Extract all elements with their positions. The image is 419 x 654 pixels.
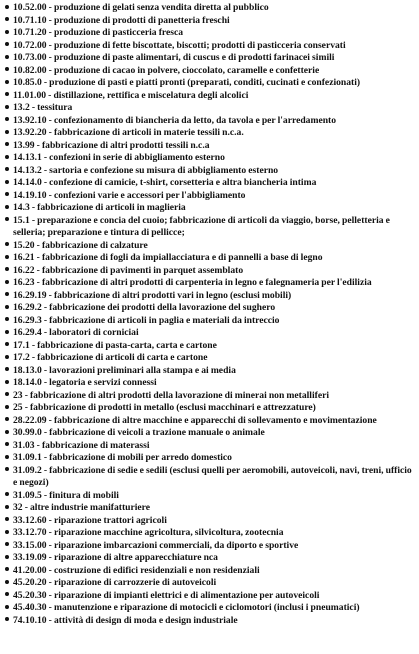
list-item xyxy=(0,177,419,190)
list-item-text: 41.20.00 - costruzione di edifici residenziali e non residenziali xyxy=(13,564,260,576)
list-item-text: 74.10.10 - attività di design di moda e design industriale xyxy=(13,614,238,626)
list-item xyxy=(0,490,419,503)
list-item-text: 14.13.1 - confezioni in serie di abbigliamento esterno xyxy=(13,152,225,163)
list-item-text: 31.09.5 - finitura di mobili xyxy=(13,489,119,501)
bullet-icon xyxy=(0,615,13,628)
bullet-icon xyxy=(0,327,13,340)
bullet-icon xyxy=(0,115,13,128)
bullet-icon xyxy=(0,2,13,15)
bullet-icon xyxy=(0,302,13,315)
bullet-icon xyxy=(0,27,13,40)
bullet-icon xyxy=(0,40,13,53)
list-item xyxy=(0,2,419,15)
bullet-icon xyxy=(0,465,13,478)
bullet-icon xyxy=(0,252,13,265)
list-item-text: 18.14.0 - legatoria e servizi connessi xyxy=(13,377,157,388)
bullet-icon xyxy=(0,290,13,303)
list-item xyxy=(0,540,419,553)
list-item-text: 13.2 - tessitura xyxy=(13,102,73,113)
bullet-icon xyxy=(0,602,13,615)
list-item-text: 10.85.0 - produzione di pasti e piatti pronti (preparati, conditi, cucinati e confezionati) xyxy=(13,77,361,88)
list-item-text: 31.09.1 - fabbricazione di mobili per arredo domestico xyxy=(13,452,232,463)
list-item-text: 16.29.19 - fabbricazione di altri prodotti vari in legno (esclusi mobili) xyxy=(13,289,292,301)
list-item-text: 45.40.30 - manutenzione e riparazione di motocicli e ciclomotori (inclusi i pneumatici) xyxy=(13,602,360,613)
list-item-text: 32 - altre industrie manifatturiere xyxy=(13,502,150,513)
bullet-icon xyxy=(0,515,13,528)
list-item xyxy=(0,90,419,103)
list-item-text: 10.71.20 - produzione di pasticceria fresca xyxy=(13,27,184,38)
bullet-icon xyxy=(0,165,13,178)
list-item xyxy=(0,515,419,528)
list-item xyxy=(0,215,419,240)
list-item-text: 10.52.00 - produzione di gelati senza vendita diretta al pubblico xyxy=(13,2,269,13)
list-item xyxy=(0,552,419,565)
list-item-text: 45.20.30 - riparazione di impianti elettrici e di alimentazione per autoveicoli xyxy=(13,589,320,601)
list-item xyxy=(0,102,419,115)
list-item xyxy=(0,52,419,65)
bullet-icon xyxy=(0,240,13,253)
list-item xyxy=(0,152,419,165)
list-item-text: 33.15.00 - riparazione imbarcazioni commerciali, da diporto e sportive xyxy=(13,539,299,551)
list-item-text: 16.21 - fabbricazione di fogli da impiallacciatura e di pannelli a base di legno xyxy=(13,252,323,263)
list-item xyxy=(0,527,419,540)
bullet-icon xyxy=(0,415,13,428)
list-item xyxy=(0,615,419,628)
bullet-icon xyxy=(0,427,13,440)
list-item xyxy=(0,602,419,615)
list-item-text: 14.19.10 - confezioni varie e accessori per l'abbigliamento xyxy=(13,189,246,201)
list-item-text: 13.99 - fabbricazione di altri prodotti tessili n.c.a xyxy=(13,139,210,151)
list-item xyxy=(0,190,419,203)
bullet-icon xyxy=(0,452,13,465)
list-item-text: 16.22 - fabbricazione di pavimenti in parquet assemblato xyxy=(13,264,244,276)
bullet-icon xyxy=(0,65,13,78)
list-item-text: 25 - fabbricazione di prodotti in metallo (esclusi macchinari e attrezzature) xyxy=(13,402,316,413)
list-item-text: 14.3 - fabbricazione di articoli in maglieria xyxy=(13,202,186,213)
list-item xyxy=(0,340,419,353)
bullet-icon xyxy=(0,540,13,553)
list-item-text: 31.03 - fabbricazione di materassi xyxy=(13,439,150,451)
list-item xyxy=(0,265,419,278)
list-item xyxy=(0,365,419,378)
list-item xyxy=(0,327,419,340)
list-item-text: 14.13.2 - sartoria e confezione su misura di abbigliamento esterno xyxy=(13,164,279,176)
bullet-icon xyxy=(0,502,13,515)
list-item xyxy=(0,277,419,290)
list-item-text: 13.92.20 - fabbricazione di articoli in materie tessili n.c.a. xyxy=(13,127,244,138)
ateco-code-list xyxy=(0,2,419,627)
list-item xyxy=(0,115,419,128)
list-item-text: 15.1 - preparazione e concia del cuoio; fabbricazione di articoli da viaggio, borse, pelletteria e selleria; preparazione e tintura di pellicce; xyxy=(13,214,390,238)
list-item xyxy=(0,377,419,390)
bullet-icon xyxy=(0,177,13,190)
list-item xyxy=(0,127,419,140)
bullet-icon xyxy=(0,152,13,165)
bullet-icon xyxy=(0,202,13,215)
list-item xyxy=(0,252,419,265)
bullet-icon xyxy=(0,52,13,65)
list-item xyxy=(0,140,419,153)
list-item-text: 16.29.2 - fabbricazione dei prodotti della lavorazione del sughero xyxy=(13,302,276,313)
list-item xyxy=(0,590,419,603)
list-item-text: 10.72.00 - produzione di fette biscottate, biscotti; prodotti di pasticceria conservati xyxy=(13,39,346,51)
list-item xyxy=(0,352,419,365)
list-item-text: 23 - fabbricazione di altri prodotti della lavorazione di minerai non metalliferi xyxy=(13,389,330,401)
list-item-text: 17.2 - fabbricazione di articoli di carta e cartone xyxy=(13,352,208,363)
list-item-text: 16.23 - fabbricazione di altri prodotti di carpenteria in legno e falegnameria per l'edilizia xyxy=(13,277,372,288)
list-item-text: 16.29.3 - fabbricazione di articoli in paglia e materiali da intreccio xyxy=(13,314,280,326)
list-item xyxy=(0,202,419,215)
list-item xyxy=(0,577,419,590)
list-item-text: 31.09.2 - fabbricazione di sedie e sedili (esclusi quelli per aeromobili, autoveicoli, navi, treni, ufficio e negozi) xyxy=(13,464,412,488)
list-item xyxy=(0,40,419,53)
bullet-icon xyxy=(0,577,13,590)
bullet-icon xyxy=(0,402,13,415)
bullet-icon xyxy=(0,190,13,203)
bullet-icon xyxy=(0,77,13,90)
bullet-icon xyxy=(0,277,13,290)
bullet-icon xyxy=(0,365,13,378)
list-item-text: 17.1 - fabbricazione di pasta-carta, carta e cartone xyxy=(13,339,217,351)
list-item-text: 33.12.70 - riparazione macchine agricoltura, silvicoltura, zootecnia xyxy=(13,527,284,538)
bullet-icon xyxy=(0,265,13,278)
list-item xyxy=(0,77,419,90)
list-item xyxy=(0,27,419,40)
list-item-text: 33.19.09 - riparazione di altre apparecchiature nca xyxy=(13,552,218,563)
bullet-icon xyxy=(0,315,13,328)
list-item-text: 30.99.0 - fabbricazione di veicoli a trazione manuale o animale xyxy=(13,427,265,438)
list-item xyxy=(0,290,419,303)
bullet-icon xyxy=(0,127,13,140)
bullet-icon xyxy=(0,377,13,390)
list-item xyxy=(0,390,419,403)
bullet-icon xyxy=(0,590,13,603)
list-item xyxy=(0,502,419,515)
list-item-text: 16.29.4 - laboratori di corniciai xyxy=(13,327,139,338)
list-item-text: 10.82.00 - produzione di cacao in polvere, cioccolato, caramelle e confetterie xyxy=(13,64,320,76)
list-item xyxy=(0,315,419,328)
list-item-text: 45.20.20 - riparazione di carrozzerie di autoveicoli xyxy=(13,577,217,588)
list-item-text: 13.92.10 - confezionamento di biancheria da letto, da tavola e per l'arredamento xyxy=(13,114,337,126)
bullet-icon xyxy=(0,440,13,453)
list-item-text: 10.73.00 - produzione di paste alimentari, di cuscus e di prodotti farinacei simili xyxy=(13,52,335,63)
bullet-icon xyxy=(0,352,13,365)
list-item xyxy=(0,440,419,453)
list-item xyxy=(0,240,419,253)
list-item xyxy=(0,165,419,178)
list-item xyxy=(0,465,419,490)
bullet-icon xyxy=(0,340,13,353)
list-item-text: 10.71.10 - produzione di prodotti di panetteria freschi xyxy=(13,14,230,26)
bullet-icon xyxy=(0,552,13,565)
list-item-text: 28.22.09 - fabbricazione di altre macchine e apparecchi di sollevamento e movimentazione xyxy=(13,414,377,426)
list-item xyxy=(0,402,419,415)
bullet-icon xyxy=(0,140,13,153)
list-item xyxy=(0,15,419,28)
list-item-text: 11.01.00 - distillazione, rettifica e miscelatura degli alcolici xyxy=(13,89,249,101)
bullet-icon xyxy=(0,390,13,403)
list-item xyxy=(0,302,419,315)
bullet-icon xyxy=(0,15,13,28)
bullet-icon xyxy=(0,215,13,228)
bullet-icon xyxy=(0,90,13,103)
list-item-text: 18.13.0 - lavorazioni preliminari alla stampa e ai media xyxy=(13,364,236,376)
list-item xyxy=(0,415,419,428)
list-item xyxy=(0,565,419,578)
bullet-icon xyxy=(0,490,13,503)
list-item xyxy=(0,65,419,78)
bullet-icon xyxy=(0,565,13,578)
list-item-text: 14.14.0 - confezione di camicie, t-shirt, corsetteria e altra biancheria intima xyxy=(13,177,317,188)
bullet-icon xyxy=(0,102,13,115)
list-item-text: 15.20 - fabbricazione di calzature xyxy=(13,239,148,251)
list-item xyxy=(0,427,419,440)
list-item xyxy=(0,452,419,465)
bullet-icon xyxy=(0,527,13,540)
list-item-text: 33.12.60 - riparazione trattori agricoli xyxy=(13,514,167,526)
